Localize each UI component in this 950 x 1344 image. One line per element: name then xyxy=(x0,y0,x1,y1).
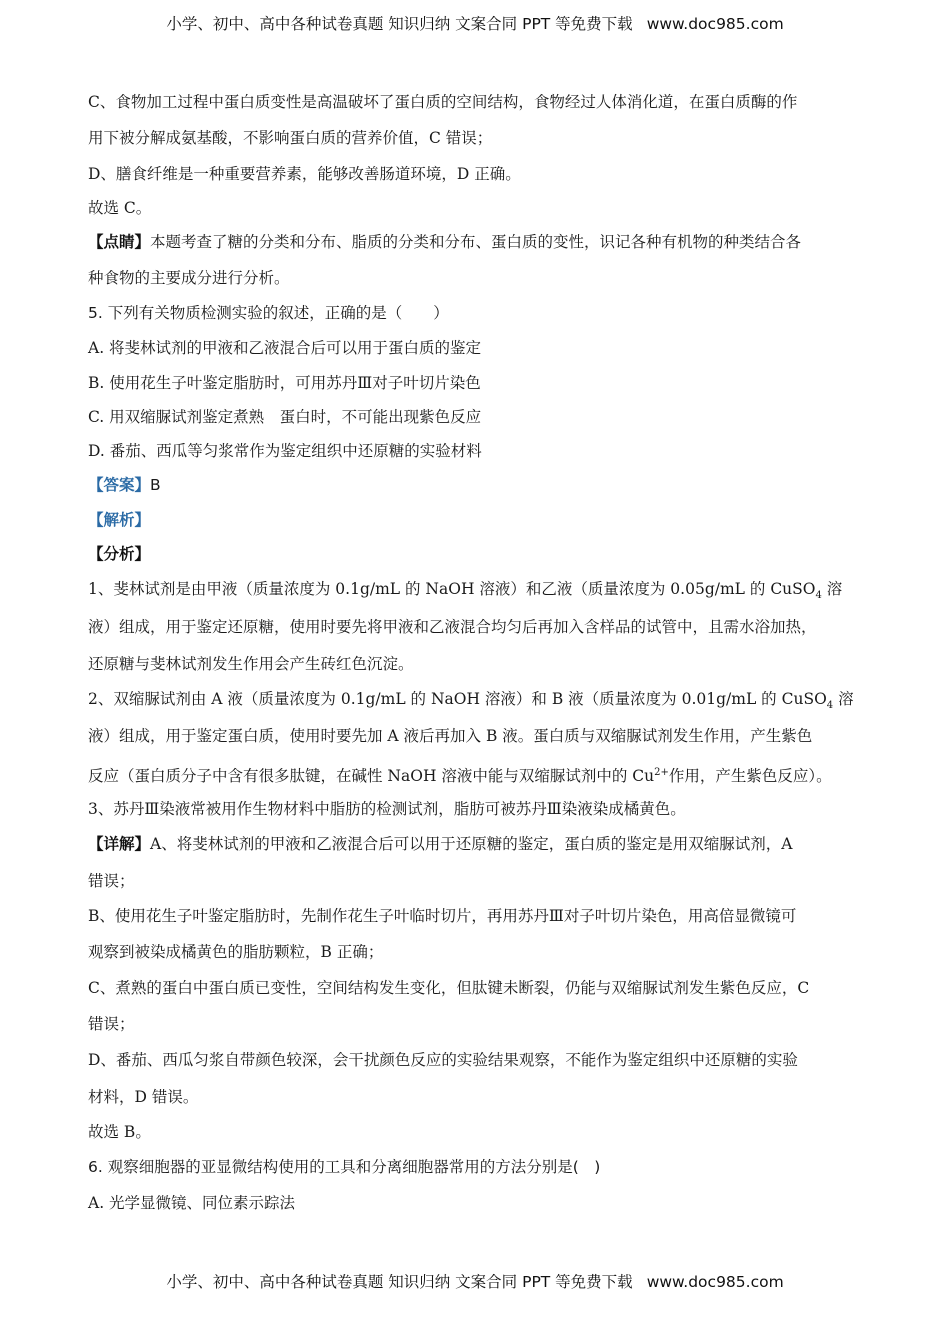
question-5-option-a: A. 将斐林试剂的甲液和乙液混合后可以用于蛋白质的鉴定 xyxy=(88,339,482,357)
question-6-option-a: A. 光学显微镜、同位素示踪法 xyxy=(88,1194,296,1212)
analysis-text: 1、斐林试剂是由甲液（质量浓度为 0.1g/mL 的 NaOH 溶液）和乙液（质量浓度为 0.05g/mL 的 CuSO xyxy=(88,580,816,598)
answer-tag: 【答案】 xyxy=(88,476,151,494)
answer-value: B xyxy=(150,476,161,494)
xiangjie-tag: 【详解】 xyxy=(88,835,151,853)
detail-line: 错误； xyxy=(88,1015,135,1033)
question-5-option-d: D. 番茄、西瓜等匀浆常作为鉴定组织中还原糖的实验材料 xyxy=(88,442,482,460)
analysis-line xyxy=(88,579,842,606)
subscript: 4 xyxy=(815,590,822,602)
analysis-line: 液）组成，用于鉴定蛋白质，使用时要先加 A 液后再加入 B 液。蛋白质与双缩脲试剂发生作用，产生紫色 xyxy=(88,727,813,745)
body-line: 用下被分解成氨基酸，不影响蛋白质的营养价值，C 错误； xyxy=(88,129,493,147)
question-5-stem: 5. 下列有关物质检测实验的叙述，正确的是（ ） xyxy=(88,304,449,322)
detail-text: A、将斐林试剂的甲液和乙液混合后可以用于还原糖的鉴定，蛋白质的鉴定是用双缩脲试剂，A xyxy=(150,835,793,853)
analysis-text: 溶 xyxy=(821,580,843,598)
detail-line: D、番茄、西瓜匀浆自带颜色较深，会干扰颜色反应的实验结果观察，不能作为鉴定组织中还原糖的实验 xyxy=(88,1051,798,1069)
subscript: 4 xyxy=(826,700,834,712)
footer-site-link[interactable]: www.doc985.com xyxy=(646,1273,784,1291)
header-site-link[interactable]: www.doc985.com xyxy=(646,15,784,33)
body-line: D、膳食纤维是一种重要营养素，能够改善肠道环境，D 正确。 xyxy=(88,165,521,183)
analysis-line xyxy=(88,763,832,786)
body-line xyxy=(88,232,801,252)
body-line: 故选 C。 xyxy=(88,199,152,217)
dianjing-tag: 【点睛】 xyxy=(88,233,151,251)
jiexi-tag: 【解析】 xyxy=(88,511,151,529)
fenxi-tag: 【分析】 xyxy=(88,545,151,563)
analysis-text: 反应（蛋白质分子中含有很多肽键，在碱性 NaOH 溶液中能与双缩脲试剂中的 Cu xyxy=(88,767,655,786)
analysis-line: 3、苏丹Ⅲ染液常被用作生物材料中脂肪的检测试剂，脂肪可被苏丹Ⅲ染液染成橘黄色。 xyxy=(88,800,686,818)
detail-line: 材料，D 错误。 xyxy=(88,1088,199,1106)
analysis-line: 还原糖与斐林试剂发生作用会产生砖红色沉淀。 xyxy=(88,655,414,673)
detail-line xyxy=(88,834,792,854)
detail-line: 错误； xyxy=(88,872,135,890)
analysis-line xyxy=(88,689,854,716)
header-text: 小学、初中、高中各种试卷真题 知识归纳 文案合同 PPT 等免费下载 xyxy=(166,15,633,33)
superscript: 2+ xyxy=(654,767,669,778)
dianjing-text: 本题考查了糖的分类和分布、脂质的分类和分布、蛋白质的变性，识记各种有机物的种类结合各 xyxy=(150,233,802,251)
footer-text: 小学、初中、高中各种试卷真题 知识归纳 文案合同 PPT 等免费下载 xyxy=(166,1273,633,1291)
answer-line xyxy=(88,475,161,495)
detail-line: B、使用花生子叶鉴定脂肪时，先制作花生子叶临时切片，再用苏丹Ⅲ对子叶切片染色，用高倍显微镜可 xyxy=(88,907,797,925)
analysis-text: 作用，产生紫色反应）。 xyxy=(668,767,832,786)
question-6-stem: 6. 观察细胞器的亚显微结构使用的工具和分离细胞器常用的方法分别是( ) xyxy=(88,1158,601,1176)
analysis-text: 2、双缩脲试剂由 A 液（质量浓度为 0.1g/mL 的 NaOH 溶液）和 B 液（质量浓度为 0.01g/mL 的 CuSO xyxy=(88,690,827,708)
body-line: 种食物的主要成分进行分析。 xyxy=(88,269,290,287)
body-line: C、食物加工过程中蛋白质变性是高温破坏了蛋白质的空间结构，食物经过人体消化道，在蛋白质酶的作 xyxy=(88,93,798,111)
fenxi-line xyxy=(88,544,150,564)
jiexi-line xyxy=(88,510,150,530)
detail-line: 观察到被染成橘黄色的脂肪颗粒，B 正确； xyxy=(88,943,384,961)
page-header xyxy=(0,12,950,34)
page-footer xyxy=(0,1270,950,1292)
detail-line: 故选 B。 xyxy=(88,1123,151,1141)
detail-line: C、煮熟的蛋白中蛋白质已变性，空间结构发生变化，但肽键未断裂，仍能与双缩脲试剂发生紫色反应，C xyxy=(88,979,810,997)
question-5-option-c: C. 用双缩脲试剂鉴定煮熟 蛋白时，不可能出现紫色反应 xyxy=(88,408,482,426)
analysis-line: 液）组成，用于鉴定还原糖，使用时要先将甲液和乙液混合均匀后再加入含样品的试管中，且需水浴加热， xyxy=(88,618,817,636)
question-5-option-b: B. 使用花生子叶鉴定脂肪时，可用苏丹Ⅲ对子叶切片染色 xyxy=(88,374,481,392)
analysis-text: 溶 xyxy=(833,690,854,708)
